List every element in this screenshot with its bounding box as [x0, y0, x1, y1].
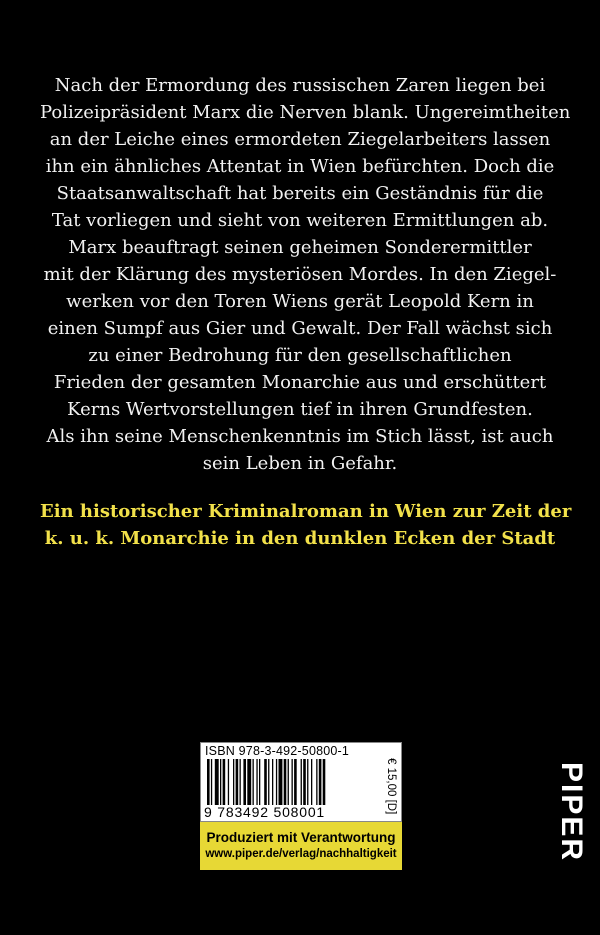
- blurb-text: [40, 72, 571, 477]
- blurb-line: werken vor den Toren Wiens gerät Leopold Kern in: [66, 291, 534, 312]
- blurb-line: Als ihn seine Menschenkenntnis im Stich lässt, ist auch: [46, 426, 554, 447]
- isbn-text: ISBN 978-3-492-50800-1: [205, 744, 350, 758]
- blurb-line: Nach der Ermordung des russischen Zaren liegen bei: [54, 75, 546, 96]
- blurb-line: zu einer Bedrohung für den gesellschaftlichen: [88, 345, 512, 366]
- blurb-line: Marx beauftragt seinen geheimen Sonderermittler: [68, 237, 532, 258]
- sustainability-box: [200, 822, 402, 870]
- barcode-box: [200, 742, 402, 822]
- price-label: € 15,00 [D]: [385, 757, 397, 815]
- blurb-line: ihn ein ähnliches Attentat in Wien befürchten. Doch die: [45, 156, 555, 177]
- blurb-line: sein Leben in Gefahr.: [202, 453, 398, 474]
- sustainability-title: Produziert mit Verantwortung: [206, 830, 396, 845]
- sustainability-url[interactable]: www.piper.de/verlag/nachhaltigkeit: [205, 848, 397, 860]
- tagline-line: k. u. k. Monarchie in den dunklen Ecken der Stadt: [44, 528, 556, 549]
- tagline-line: Ein historischer Kriminalroman in Wien zur Zeit der: [40, 501, 572, 522]
- publisher-logo: PIPER: [555, 762, 588, 863]
- blurb-line: mit der Klärung des mysteriösen Mordes. In den Ziegel-: [43, 264, 557, 285]
- blurb-line: Frieden der gesamten Monarchie aus und erschüttert: [53, 372, 547, 393]
- tagline: [40, 498, 572, 552]
- blurb-line: einen Sumpf aus Gier und Gewalt. Der Fall wächst sich: [47, 318, 553, 339]
- barcode-icon: [207, 759, 367, 805]
- blurb-line: Tat vorliegen und sieht von weiteren Ermittlungen ab.: [51, 210, 549, 231]
- blurb-line: an der Leiche eines ermordeten Ziegelarbeiters lassen: [49, 129, 551, 150]
- barcode-digits: 9 783492 508001: [204, 804, 325, 820]
- blurb-line: Polizeipräsident Marx die Nerven blank. Ungereimtheiten: [40, 102, 571, 123]
- blurb-line: Kerns Wertvorstellungen tief in ihren Grundfesten.: [67, 399, 533, 420]
- blurb-line: Staatsanwaltschaft hat bereits ein Geständnis für die: [56, 183, 544, 204]
